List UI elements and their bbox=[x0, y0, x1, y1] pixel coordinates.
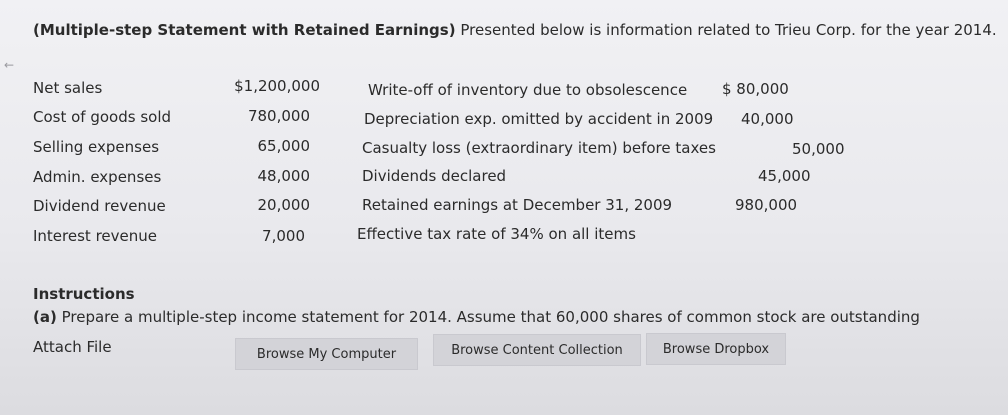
part-a-label: (a) bbox=[33, 308, 57, 326]
right-item-label: Retained earnings at December 31, 2009 bbox=[362, 196, 673, 214]
left-item-value: 20,000 bbox=[257, 196, 310, 214]
browse-my-computer-button[interactable]: Browse My Computer bbox=[235, 338, 418, 370]
left-item-label: Dividend revenue bbox=[33, 197, 166, 215]
left-item-label: Interest revenue bbox=[33, 227, 157, 245]
right-item-label: Write-off of inventory due to obsolescence bbox=[368, 81, 688, 99]
browse-content-collection-button[interactable]: Browse Content Collection bbox=[433, 334, 641, 366]
problem-heading bbox=[33, 20, 997, 40]
problem-description: Presented below is information related to Trieu Corp. for the year 2014. bbox=[455, 21, 997, 39]
problem-title: (Multiple-step Statement with Retained Earnings) bbox=[33, 21, 456, 39]
left-item-value: 48,000 bbox=[257, 167, 310, 185]
instructions-title: Instructions bbox=[33, 285, 135, 303]
left-item-label: Admin. expenses bbox=[33, 168, 162, 186]
part-a-text: Prepare a multiple-step income statement for 2014. Assume that 60,000 shares of common stock are outstanding bbox=[56, 308, 920, 326]
right-item-value: 40,000 bbox=[741, 110, 794, 128]
right-item-label: Effective tax rate of 34% on all items bbox=[357, 225, 636, 243]
right-item-value: 980,000 bbox=[735, 196, 798, 214]
attach-file-label: Attach File bbox=[33, 338, 112, 356]
right-item-label: Dividends declared bbox=[362, 167, 507, 185]
left-item-value: 780,000 bbox=[247, 107, 310, 125]
instructions-part-a bbox=[33, 307, 920, 327]
left-item-value: 65,000 bbox=[257, 137, 310, 155]
right-item-label: Casualty loss (extraordinary item) before taxes bbox=[362, 139, 716, 157]
pointer-icon: ← bbox=[4, 58, 15, 72]
right-item-value: 45,000 bbox=[758, 167, 811, 185]
right-item-label: Depreciation exp. omitted by accident in 2009 bbox=[364, 110, 714, 128]
left-item-label: Cost of goods sold bbox=[33, 108, 172, 126]
left-item-label: Selling expenses bbox=[33, 138, 160, 156]
left-item-label: Net sales bbox=[33, 79, 103, 97]
left-item-value: $1,200,000 bbox=[234, 77, 320, 95]
right-item-value: $ 80,000 bbox=[722, 80, 789, 98]
left-item-value: 7,000 bbox=[262, 227, 305, 245]
browse-dropbox-button[interactable]: Browse Dropbox bbox=[646, 333, 786, 365]
right-item-value: 50,000 bbox=[792, 140, 845, 158]
